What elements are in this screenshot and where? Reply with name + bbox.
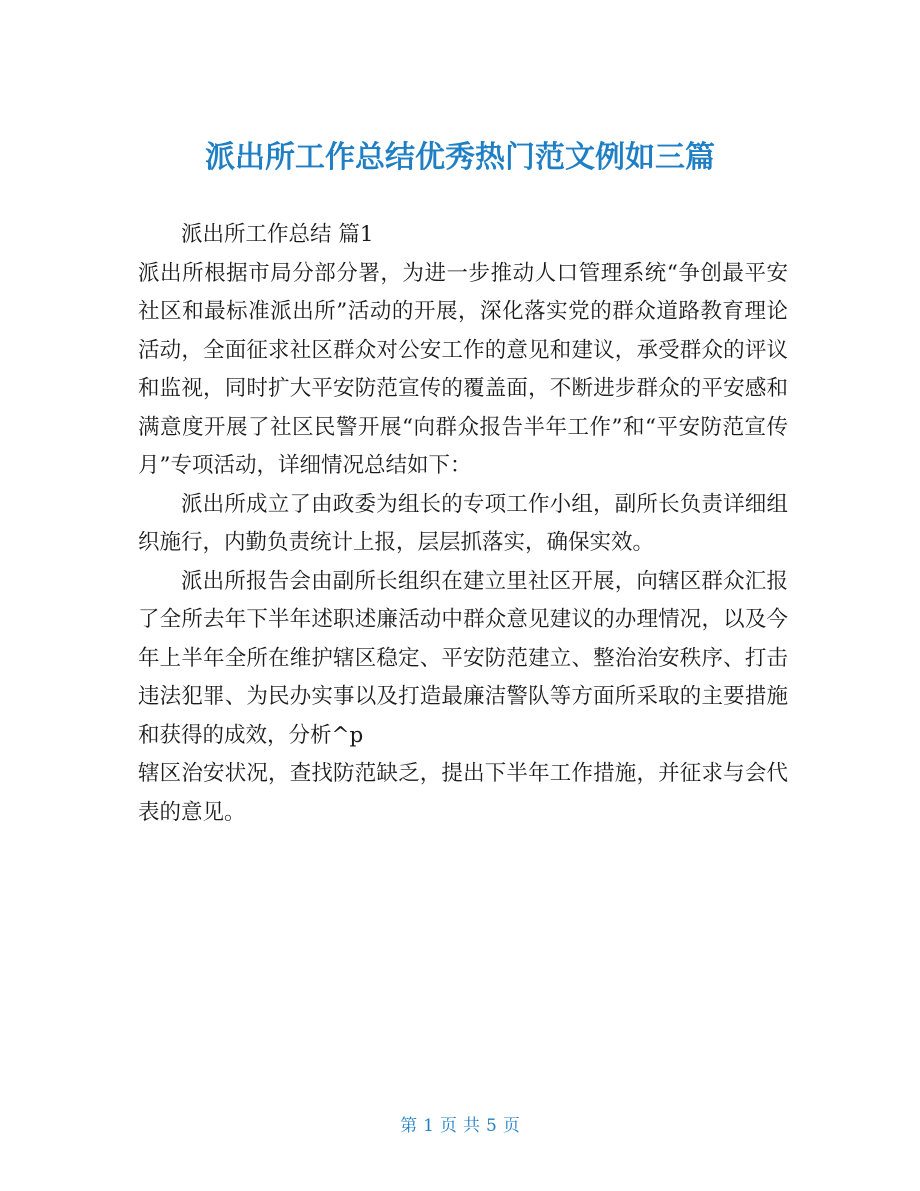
footer-suffix: 页 [502,1116,520,1136]
document-body [138,216,788,832]
paragraph-4: 辖区治安状况，查找防范缺乏，提出下半年工作措施，并征求与会代表的意见。 [138,761,788,825]
footer-page-word: 页 [440,1116,457,1136]
footer-current-page: 1 [423,1116,434,1136]
paragraph-2: 派出所成立了由政委为组长的专项工作小组，副所长负责详细组织施行，内勤负责统计上报，层层抓落实，确保实效。 [138,491,788,555]
footer-total-pages: 5 [486,1116,497,1136]
section-heading: 派出所工作总结 篇1 [181,222,374,247]
footer-total-prefix: 共 [463,1116,480,1136]
paragraph-1: 派出所根据市局分部分署，为进一步推动人口管理系统“争创最平安社区和最标准派出所”活动的开展，深化落实党的群众道路教育理论活动，全面征求社区群众对公安工作的意见和建议，承受群众的评议和监视，同时扩大平安防范宣传的覆盖面，不断进步群众的平安感和满意度开展了社区民警开展“向群众报告半年工作”和“平安防范宣传月”专项活动，详细情况总结如下： [138,260,788,478]
page-footer [0,1113,920,1139]
footer-prefix: 第 [400,1116,418,1136]
paragraph-3: 派出所报告会由副所长组织在建立里社区开展，向辖区群众汇报了全所去年下半年述职述廉活动中群众意见建议的办理情况，以及今年上半年全所在维护辖区稳定、平安防范建立、整治治安秩序、打击违法犯罪、为民办实事以及打造最廉洁警队等方面所采取的主要措施和获得的成效，分析^p [138,568,788,748]
document-title: 派出所工作总结优秀热门范文例如三篇 [205,140,715,176]
